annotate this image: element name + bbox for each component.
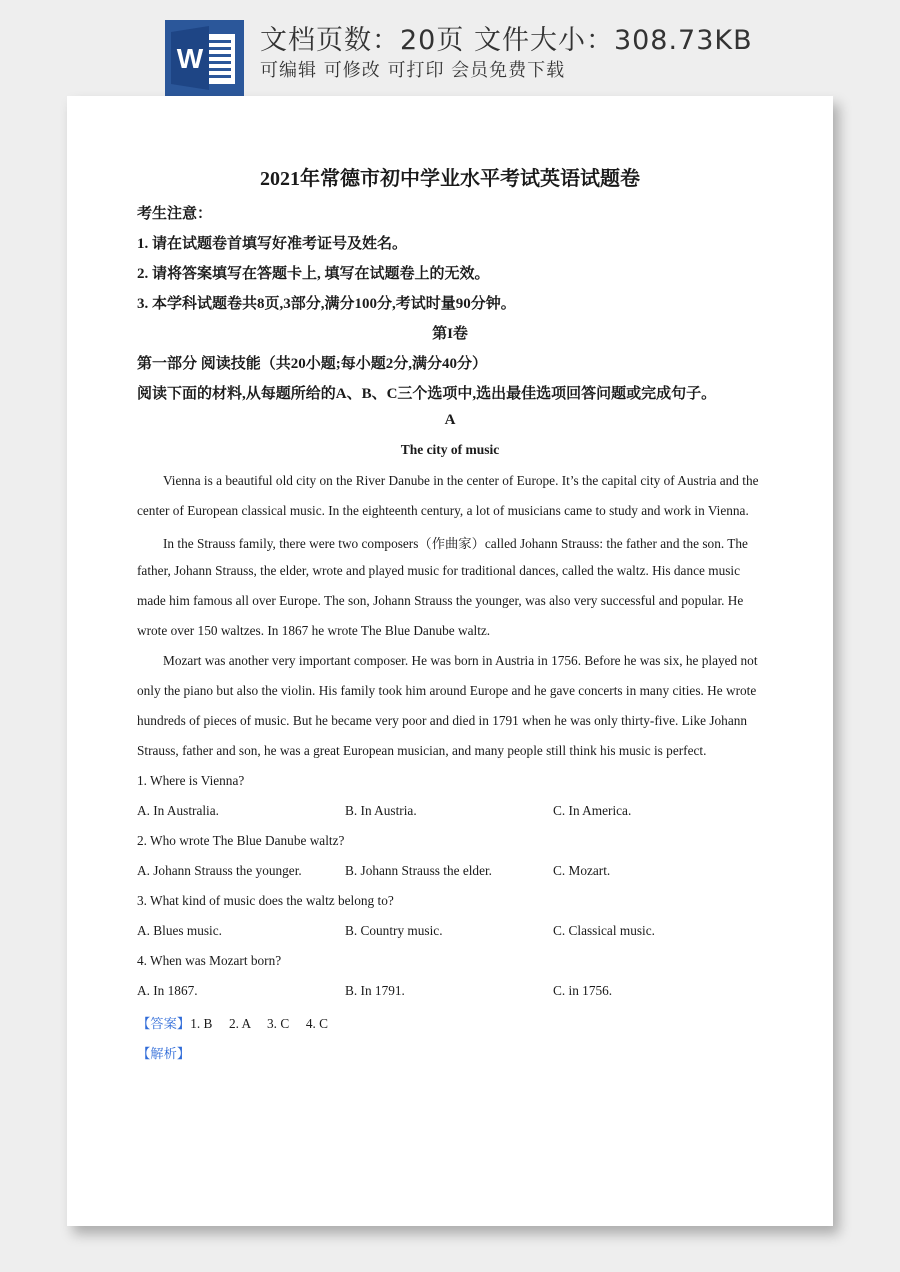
notice-item: 2. 请将答案填写在答题卡上, 填写在试题卷上的无效。 (137, 266, 490, 282)
document-info-banner (0, 0, 900, 96)
passage-line: In the Strauss family, there were two composers（作曲家）called Johann Strauss: the father and the son. The (163, 536, 748, 551)
passage-line: made him famous all over Europe. The son, Johann Strauss the younger, was also very successful and popular. He (137, 593, 744, 608)
option-c: C. in 1756. (553, 983, 613, 998)
document-page (67, 96, 833, 1226)
passage-title: The city of music (400, 442, 500, 457)
passage-line: Strauss, father and son, he was a great European musician, and many people still think his music is perfect. (137, 743, 707, 758)
option-b: B. Country music. (345, 923, 443, 938)
passage-line: center of European classical music. In the eighteenth century, a lot of musicians came to study and work in Vienna. (137, 503, 749, 518)
option-b: B. Johann Strauss the elder. (345, 863, 492, 878)
instruction: 阅读下面的材料,从每题所给的A、B、C三个选项中,选出最佳选项回答问题或完成句子。 (137, 386, 717, 402)
notice-item: 1. 请在试题卷首填写好准考证号及姓名。 (137, 236, 408, 252)
passage-line: hundreds of pieces of music. But he became very poor and died in 1791 when he was only thirty-five. Like Johann (137, 713, 748, 728)
question-stem: 4. When was Mozart born? (137, 953, 282, 968)
answer-label: 【答案】 (137, 1016, 191, 1031)
option-c: C. In America. (553, 803, 632, 818)
passage-line: father, Johann Strauss, the elder, wrote and played music for traditional dances, called the waltz. His dance music (137, 563, 741, 578)
exam-title: 2021年常德市初中学业水平考试英语试题卷 (260, 168, 640, 190)
question-stem: 2. Who wrote The Blue Danube waltz? (137, 833, 345, 848)
option-c: C. Classical music. (553, 923, 655, 938)
option-a: A. In 1867. (137, 983, 198, 998)
passage-line: Vienna is a beautiful old city on the River Danube in the center of Europe. It’s the capital city of Austria and the (163, 473, 759, 488)
notice-heading: 考生注意： (137, 206, 213, 222)
option-c: C. Mozart. (553, 863, 611, 878)
part-heading: 第一部分 阅读技能（共20小题;每小题2分,满分40分） (137, 356, 487, 372)
passage-line: only the piano but also the violin. His family took him around Europe and he gave concerts in many cities. He wrote (137, 683, 757, 698)
option-a: A. Johann Strauss the younger. (137, 863, 302, 878)
passage-line: Mozart was another very important composer. He was born in Austria in 1756. Before he was six, he played not (163, 653, 758, 668)
option-a: A. In Australia. (137, 803, 219, 818)
option-b: B. In Austria. (345, 803, 417, 818)
option-b: B. In 1791. (345, 983, 405, 998)
word-icon-letter: W (176, 43, 204, 74)
passage-line: wrote over 150 waltzes. In 1867 he wrote The Blue Danube waltz. (137, 623, 491, 638)
answer-row (137, 1013, 328, 1033)
document-features: 可编辑 可修改 可打印 会员免费下载 (260, 60, 566, 81)
notice-item: 3. 本学科试题卷共8页,3部分,满分100分,考试时量90分钟。 (137, 296, 516, 312)
option-a: A. Blues music. (137, 923, 222, 938)
document-stats: 文档页数：20页 文件大小：308.73KB (260, 25, 753, 56)
analysis-label: 【解析】 (137, 1046, 191, 1061)
question-stem: 3. What kind of music does the waltz belong to? (137, 893, 394, 908)
section-label: A (444, 412, 456, 428)
volume-heading: 第I卷 (432, 326, 468, 342)
answer-values: 1. B 2. A 3. C 4. C (190, 1016, 328, 1031)
word-document-icon (165, 20, 244, 96)
question-stem: 1. Where is Vienna? (137, 773, 245, 788)
